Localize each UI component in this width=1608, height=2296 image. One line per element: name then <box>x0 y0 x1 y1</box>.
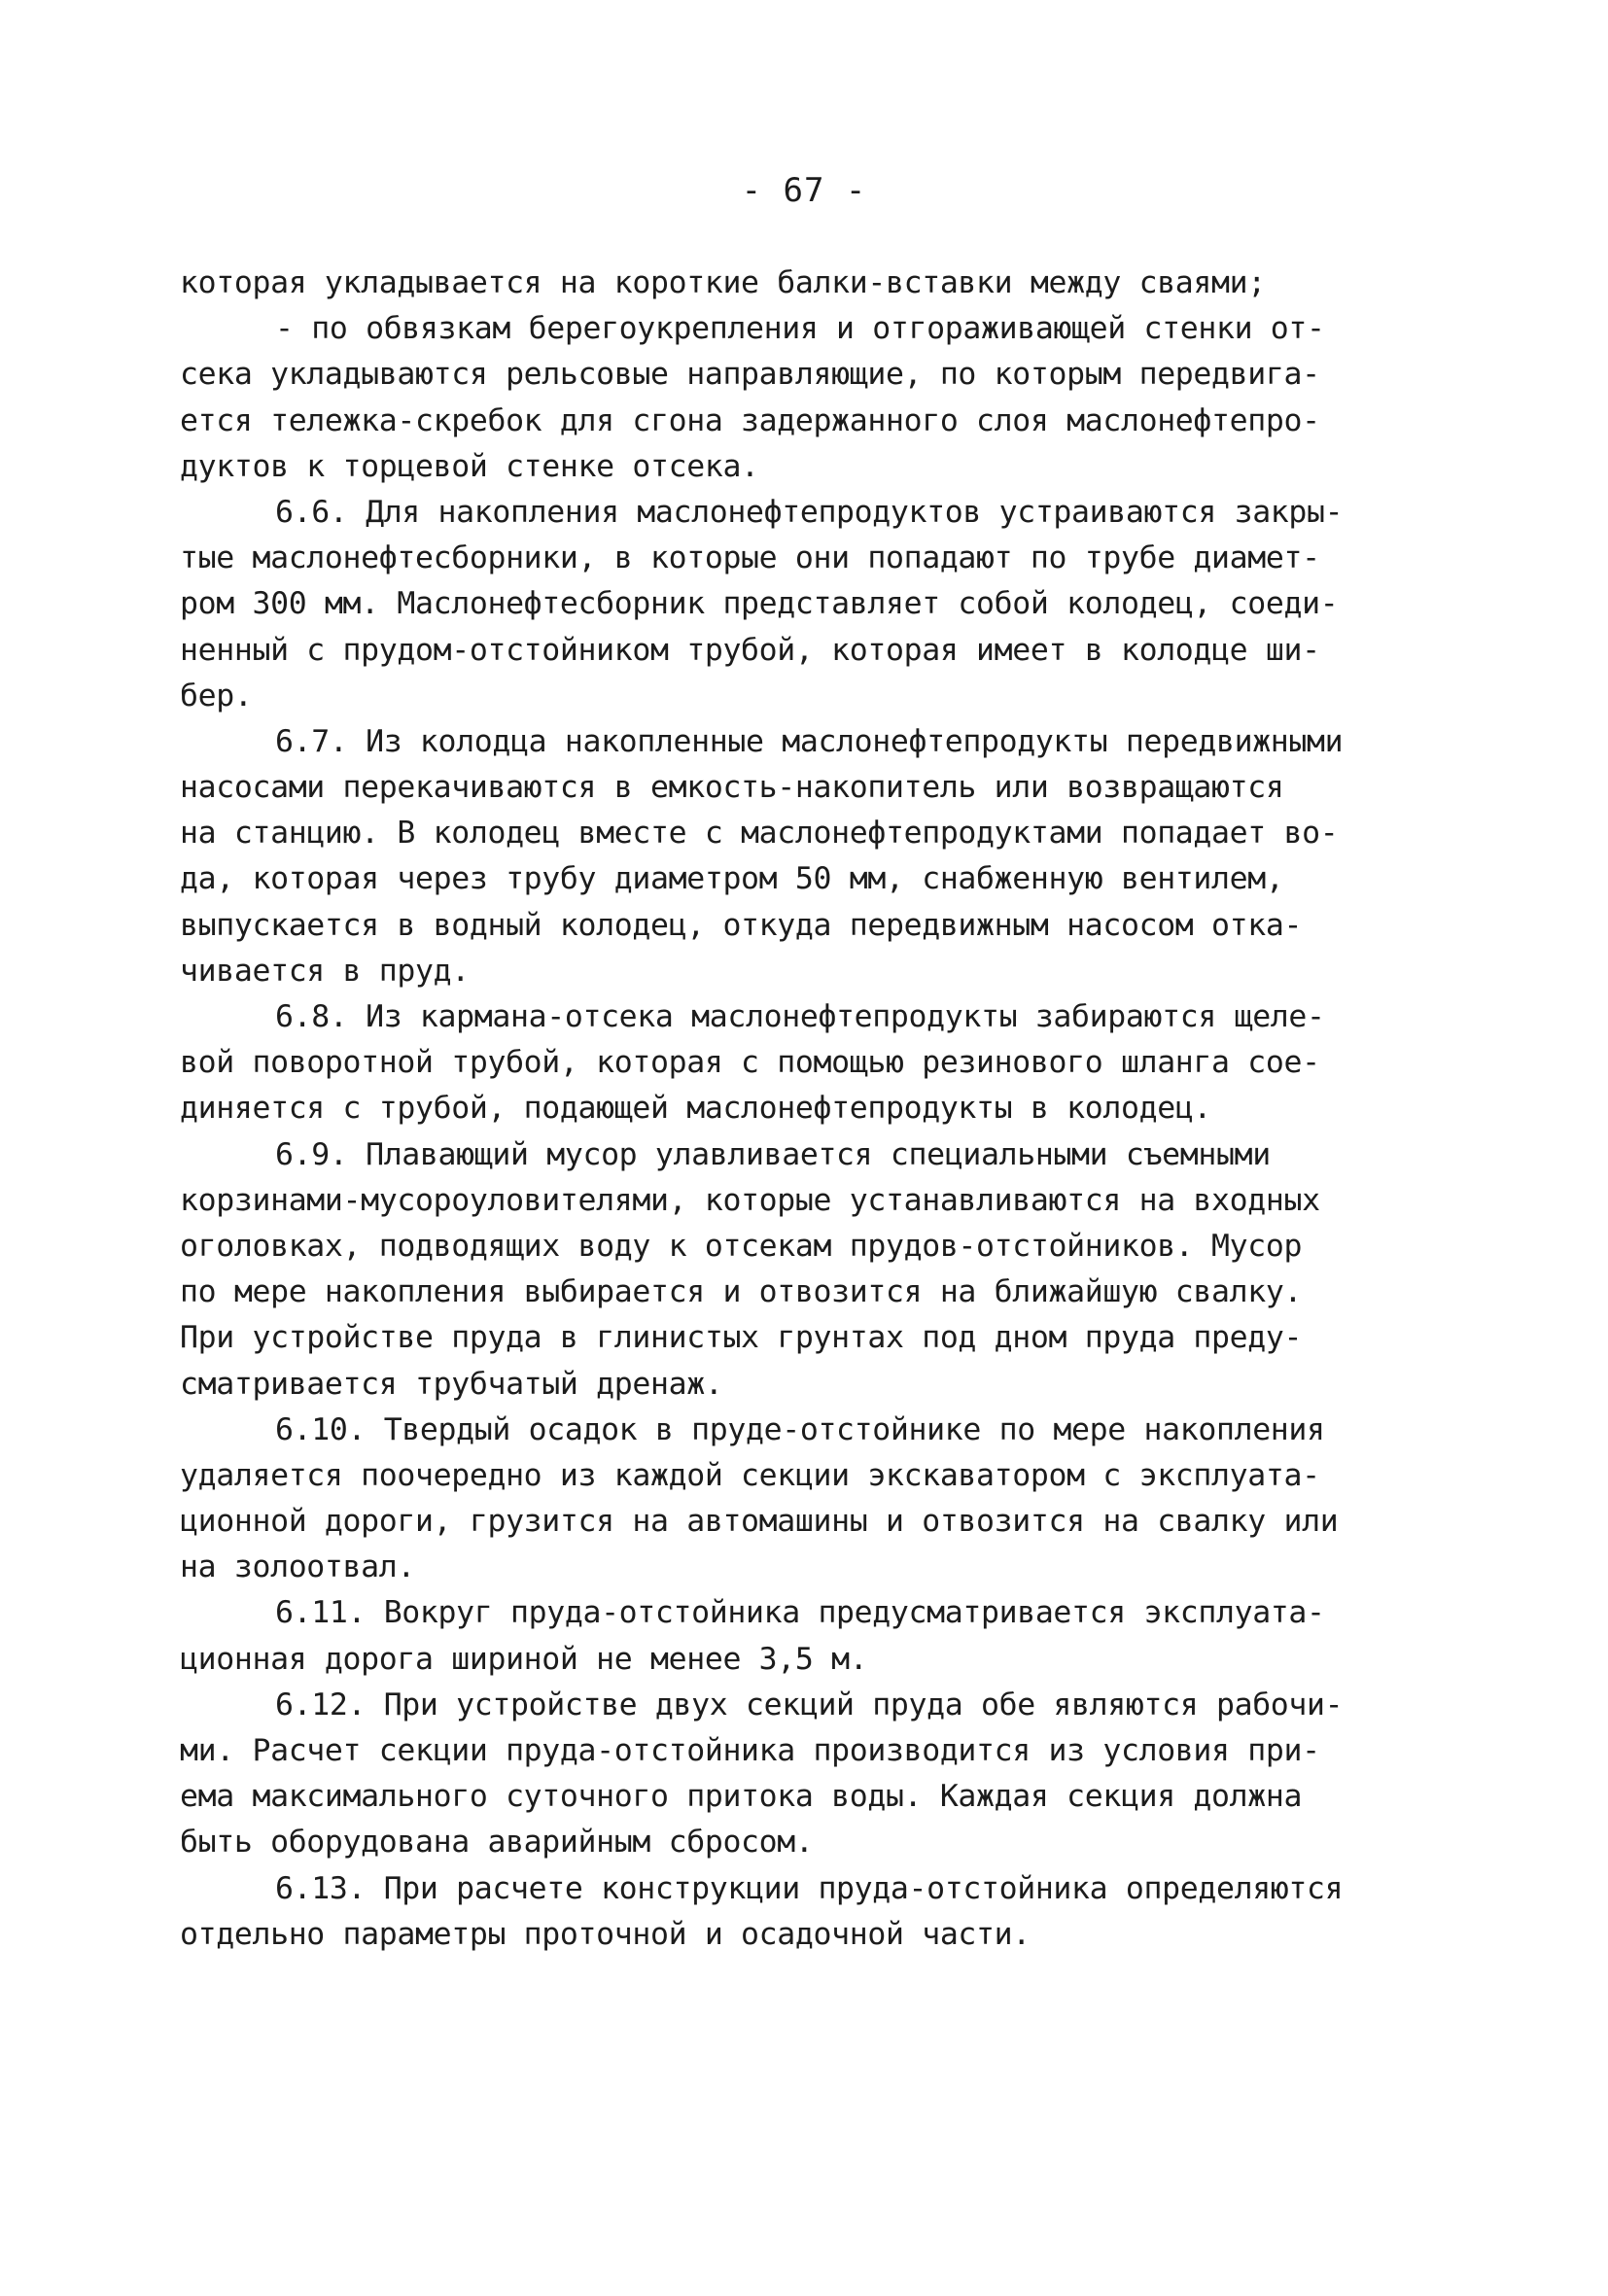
text-line: на станцию. В колодец вместе с маслонефтепродуктами попадает во- <box>180 816 1339 852</box>
text-line: оголовках, подводящих воду к отсекам прудов-отстойников. Мусор <box>180 1228 1303 1264</box>
text-line: которая укладывается на короткие балки-вставки между сваями; <box>180 265 1266 300</box>
text-line: чивается в пруд. <box>180 953 470 989</box>
paragraph-first-line: 6.10. Твердый осадок в пруде-отстойнике по мере накопления <box>275 1411 1325 1447</box>
text-line: ционная дорога шириной не менее 3,5 м. <box>180 1641 868 1677</box>
text-line: вой поворотной трубой, которая с помощью резинового шланга сое- <box>180 1045 1320 1081</box>
text-line: ми. Расчет секции пруда-отстойника производится из условия при- <box>180 1733 1320 1768</box>
paragraph-first-line: 6.12. При устройстве двух секций пруда обе являются рабочи- <box>275 1687 1344 1722</box>
text-line: сека укладываются рельсовые направляющие, по которым передвига- <box>180 357 1320 393</box>
text-line: дуктов к торцевой стенке отсека. <box>180 448 759 484</box>
paragraph-first-line: 6.11. Вокруг пруда-отстойника предусматривается эксплуата- <box>275 1595 1325 1631</box>
text-line: отдельно параметры проточной и осадочной части. <box>180 1916 1031 1952</box>
paragraph-first-line: 6.6. Для накопления маслонефтепродуктов устраиваются закры- <box>275 494 1344 530</box>
text-line: сматривается трубчатый дренаж. <box>180 1366 723 1402</box>
text-line: по мере накопления выбирается и отвозится на ближайшую свалку. <box>180 1274 1303 1310</box>
paragraph-first-line: - по обвязкам берегоукрепления и отгораживающей стенки от- <box>275 311 1325 347</box>
text-line: ненный с прудом-отстойником трубой, которая имеет в колодце ши- <box>180 632 1320 668</box>
text-line: корзинами-мусороуловителями, которые устанавливаются на входных <box>180 1182 1320 1218</box>
text-line: тые маслонефтесборники, в которые они попадают по трубе диамет- <box>180 540 1320 576</box>
text-line: диняется с трубой, подающей маслонефтепродукты в колодец. <box>180 1091 1212 1127</box>
text-line: быть оборудована аварийным сбросом. <box>180 1825 814 1861</box>
text-line: удаляется поочередно из каждой секции экскаватором с эксплуата- <box>180 1457 1320 1493</box>
text-line: ционной дороги, грузится на автомашины и отвозится на свалку или <box>180 1504 1339 1540</box>
paragraph-first-line: 6.8. Из кармана-отсека маслонефтепродукты забираются щеле- <box>275 999 1325 1034</box>
paragraph-first-line: 6.7. Из колодца накопленные маслонефтепродукты передвижными <box>275 723 1344 759</box>
paragraph-first-line: 6.9. Плавающий мусор улавливается специальными съемными <box>275 1136 1271 1172</box>
text-line: ром 300 мм. Маслонефтесборник представляет собой колодец, соеди- <box>180 586 1339 622</box>
text-line: ема максимального суточного притока воды. Каждая секция должна <box>180 1779 1303 1815</box>
text-line: При устройстве пруда в глинистых грунтах под дном пруда преду- <box>180 1320 1303 1356</box>
body-text <box>180 261 1434 1958</box>
text-line: насосами перекачиваются в емкость-накопитель или возвращаются <box>180 770 1284 806</box>
text-line: ется тележка-скребок для сгона задержанного слоя маслонефтепро- <box>180 402 1320 438</box>
text-line: бер. <box>180 678 253 713</box>
text-line: да, которая через трубу диаметром 50 мм, снабженную вентилем, <box>180 861 1284 897</box>
paragraph-first-line: 6.13. При расчете конструкции пруда-отстойника определяются <box>275 1870 1344 1906</box>
page-number: - 67 - <box>741 171 867 210</box>
text-line: на золоотвал. <box>180 1549 415 1585</box>
text-line: выпускается в водный колодец, откуда передвижным насосом отка- <box>180 907 1303 943</box>
